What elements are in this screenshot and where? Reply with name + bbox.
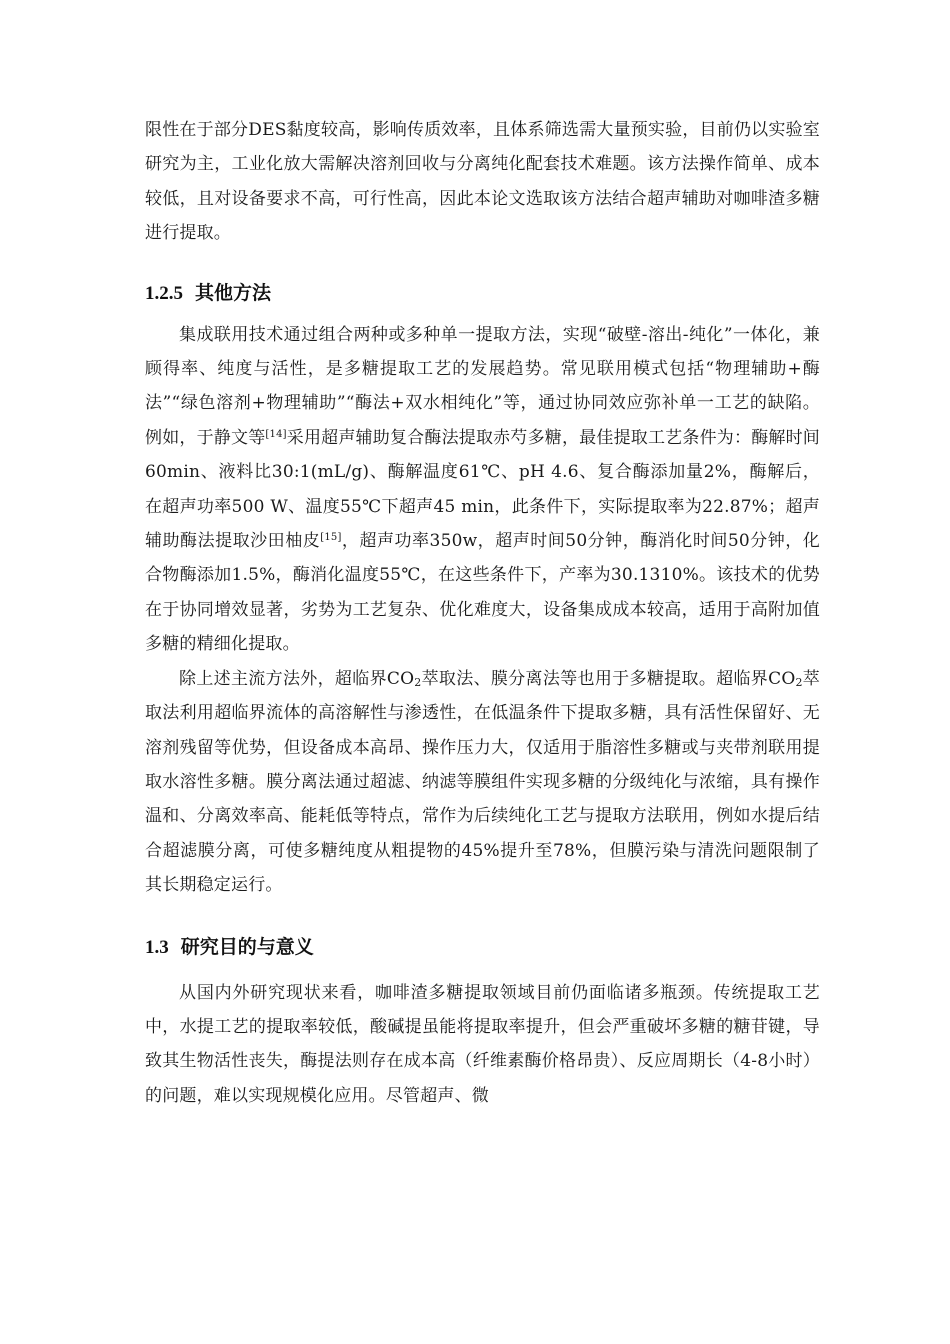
section-number: 1.2.5	[145, 282, 183, 304]
citation-ref: [15]	[320, 532, 342, 544]
paragraph-integrated-methods	[145, 318, 820, 662]
paragraph-other-methods	[145, 662, 820, 903]
section-number: 1.3	[145, 936, 169, 958]
paragraph-text: 萃取法利用超临界流体的高溶解性与渗透性，在低温条件下提取多糖，具有活性保留好、无溶剂残留等优势，但设备成本高昂、操作压力大，仅适用于脂溶性多糖或与夹带剂联用提取水溶性多糖。膜分离法通过超滤、纳滤等膜组件实现多糖的分级纯化与浓缩，具有操作温和、分离效率高、能耗低等特点，常作为后续纯化工艺与提取方法联用，例如水提后结合超滤膜分离，可使多糖纯度从粗提物的45%提升至78%，但膜污染与清洗问题限制了其长期稳定运行。	[145, 668, 820, 896]
chemical-subscript: 2	[795, 675, 803, 689]
paragraph-text: 萃取法、膜分离法等也用于多糖提取。超临界CO	[421, 668, 796, 689]
section-title: 研究目的与意义	[180, 935, 314, 958]
paragraph-text: 采用超声辅助复合酶法提取赤芍多糖，最佳提取工艺条件为：酶解时间60min、液料比30:1(mL/g)、酶解温度61℃、pH 4.6、复合酶添加量2%，酶解后，在超声功率500 W、温度55℃下超声45 min，此条件下，实际提取率为22.87%；超声辅助酶法提取沙田柚皮	[145, 427, 820, 552]
paragraph-research-purpose: 从国内外研究现状来看，咖啡渣多糖提取领域目前仍面临诸多瓶颈。传统提取工艺中，水提工艺的提取率较低，酸碱提虽能将提取率提升，但会严重破坏多糖的糖苷键，导致其生物活性丧失，酶提法则存在成本高（纤维素酶价格昂贵）、反应周期长（4-8小时）的问题，难以实现规模化应用。尽管超声、微	[145, 982, 820, 1106]
section-title: 其他方法	[195, 281, 272, 304]
paragraph-text: 除上述主流方法外，超临界CO	[179, 668, 415, 689]
paragraph-text: 集成联用技术通过组合两种或多种单一提取方法，实现“破壁-溶出-纯化”一体化，兼顾得率、纯度与活性，是多糖提取工艺的发展趋势。常见联用模式包括“物理辅助+酶法”“绿色溶剂+物理辅助”“酶法+双水相纯化”等，通过协同效应弥补单一工艺的缺陷。例如，于静文等	[145, 324, 820, 448]
chemical-subscript: 2	[414, 675, 422, 689]
intro-paragraph: 限性在于部分DES黏度较高，影响传质效率，且体系筛选需大量预实验，目前仍以实验室研究为主，工业化放大需解决溶剂回收与分离纯化配套技术难题。该方法操作简单、成本较低，且对设备要求不高，可行性高，因此本论文选取该方法结合超声辅助对咖啡渣多糖进行提取。	[145, 120, 820, 244]
citation-ref: [14]	[265, 428, 287, 440]
document-page	[145, 113, 820, 1113]
paragraph-text: ，超声功率350w，超声时间50分钟，酶消化时间50分钟，化合物酶添加1.5%，酶消化温度55℃，在这些条件下，产率为30.1310%。该技术的优势在于协同增效显著，劣势为工艺复杂、优化难度大，设备集成成本较高，适用于高附加值多糖的精细化提取。	[145, 531, 821, 655]
section-heading-1-2-5	[145, 279, 820, 308]
section-heading-1-3	[145, 933, 820, 962]
